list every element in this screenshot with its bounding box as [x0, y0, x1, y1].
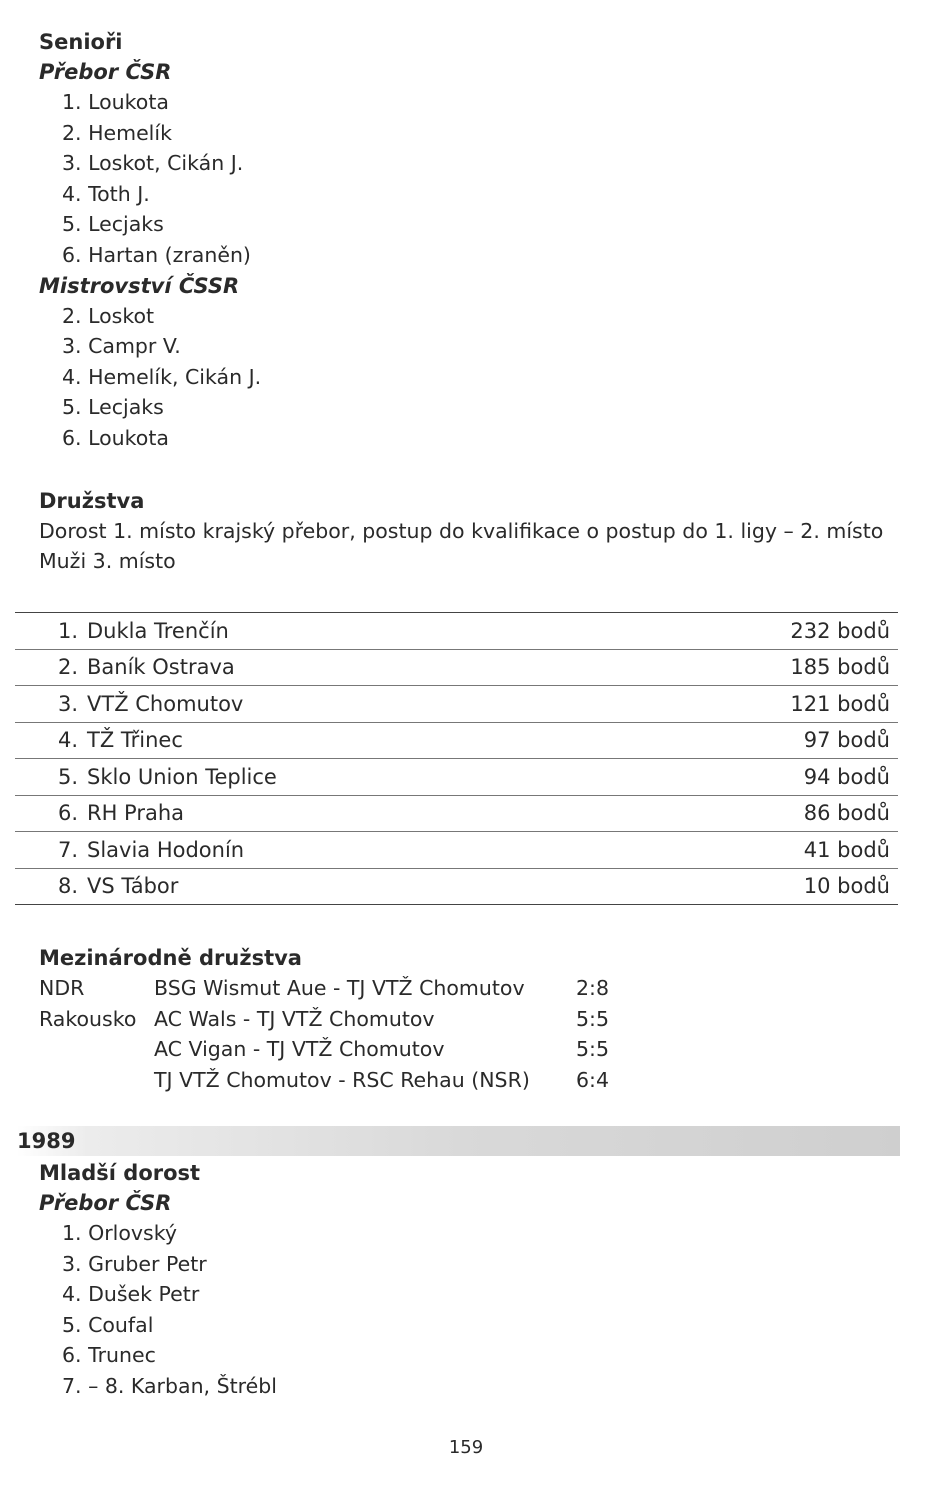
list-item: 4. Dušek Petr: [62, 1282, 200, 1307]
list-item: 4. Hemelík, Cikán J.: [62, 364, 262, 389]
teams-heading: Družstva: [39, 489, 145, 513]
rank-number: 8.: [57, 874, 78, 899]
list-item: 5. Lecjaks: [62, 395, 164, 420]
list-item: 2. Hemelík: [62, 120, 172, 145]
match-score: 2:8: [576, 976, 609, 1000]
match-row: [39, 1004, 659, 1035]
year-band: [17, 1126, 900, 1156]
list-item: 6. Trunec: [62, 1343, 156, 1368]
page-number: 159: [448, 1437, 484, 1458]
team-name: Sklo Union Teplice: [87, 764, 277, 789]
rank-number: 1.: [57, 618, 78, 643]
team-name: VTŽ Chomutov: [87, 691, 244, 716]
table-row: [15, 796, 898, 833]
team-points: 97 bodů: [803, 728, 890, 753]
championship-csr-title: Přebor ČSR: [39, 60, 172, 84]
ranking-table: [15, 612, 898, 905]
team-name: Baník Ostrava: [87, 655, 235, 680]
match-teams: AC Wals - TJ VTŽ Chomutov: [154, 1006, 435, 1031]
team-points: 41 bodů: [803, 837, 890, 862]
table-row: [15, 832, 898, 869]
junior-section: [39, 1158, 277, 1402]
match-teams: AC Vigan - TJ VTŽ Chomutov: [154, 1037, 445, 1061]
list-item: 4. Toth J.: [62, 181, 150, 206]
list-item: 1. Orlovský: [62, 1221, 177, 1245]
list-item: 6. Hartan (zraněn): [62, 242, 251, 267]
team-name: VS Tábor: [87, 874, 179, 899]
championship-cssr-title: Mistrovství ČSSR: [39, 273, 240, 298]
list-item: 2. Loskot: [62, 303, 155, 328]
match-score: 5:5: [576, 1037, 609, 1061]
international-heading: Mezinárodně družstva: [39, 946, 302, 970]
team-name: Slavia Hodonín: [87, 837, 245, 862]
match-row: [39, 1034, 659, 1065]
table-row: [15, 650, 898, 687]
teams-section: [39, 486, 883, 576]
year-heading: 1989: [17, 1129, 76, 1153]
rank-number: 4.: [57, 728, 78, 753]
match-row: [39, 1065, 659, 1096]
international-section: [39, 943, 659, 1095]
list-item: 5. Lecjaks: [62, 212, 164, 237]
match-teams: BSG Wismut Aue - TJ VTŽ Chomutov: [154, 976, 525, 1000]
match-row: [39, 973, 659, 1004]
rank-number: 6.: [57, 801, 78, 826]
rank-number: 2.: [57, 655, 78, 680]
junior-championship-list: [39, 1218, 277, 1402]
list-item: 3. Campr V.: [62, 334, 181, 359]
match-country: Rakousko: [39, 1006, 137, 1031]
teams-line-men: Muži 3. místo: [39, 549, 176, 573]
championship-csr-list: [39, 87, 261, 271]
team-name: Dukla Trenčín: [87, 618, 229, 643]
table-row: [15, 613, 898, 650]
team-points: 232 bodů: [790, 618, 890, 643]
list-item: 3. Loskot, Cikán J.: [62, 151, 244, 176]
team-name: RH Praha: [87, 801, 185, 826]
rank-number: 3.: [57, 691, 78, 716]
rank-number: 5.: [57, 764, 78, 789]
match-teams: TJ VTŽ Chomutov - RSC Rehau (NSR): [154, 1067, 530, 1092]
list-item: 6. Loukota: [62, 425, 169, 450]
list-item: 5. Coufal: [62, 1312, 154, 1337]
team-points: 10 bodů: [803, 874, 890, 899]
list-item: 3. Gruber Petr: [62, 1251, 207, 1276]
table-row: [15, 759, 898, 796]
match-score: 6:4: [576, 1067, 609, 1092]
list-item: 7. – 8. Karban, Štrébl: [62, 1373, 277, 1398]
championship-cssr-list: [39, 301, 261, 454]
junior-heading: Mladší dorost: [39, 1161, 201, 1185]
table-row: [15, 723, 898, 760]
table-row: [15, 869, 898, 906]
team-points: 94 bodů: [803, 764, 890, 789]
table-row: [15, 686, 898, 723]
seniors-section: [39, 27, 261, 454]
seniors-heading: Senioři: [39, 30, 123, 54]
rank-number: 7.: [57, 837, 78, 862]
team-points: 121 bodů: [790, 691, 890, 716]
match-score: 5:5: [576, 1006, 609, 1031]
team-points: 185 bodů: [790, 655, 890, 680]
team-name: TŽ Třinec: [87, 728, 183, 753]
match-country: NDR: [39, 976, 85, 1000]
team-points: 86 bodů: [803, 801, 890, 826]
list-item: 1. Loukota: [62, 90, 169, 114]
junior-championship-title: Přebor ČSR: [39, 1191, 172, 1215]
teams-line-juniors: Dorost 1. místo krajský přebor, postup do kvalifikace o postup do 1. ligy – 2. místo: [39, 519, 884, 543]
